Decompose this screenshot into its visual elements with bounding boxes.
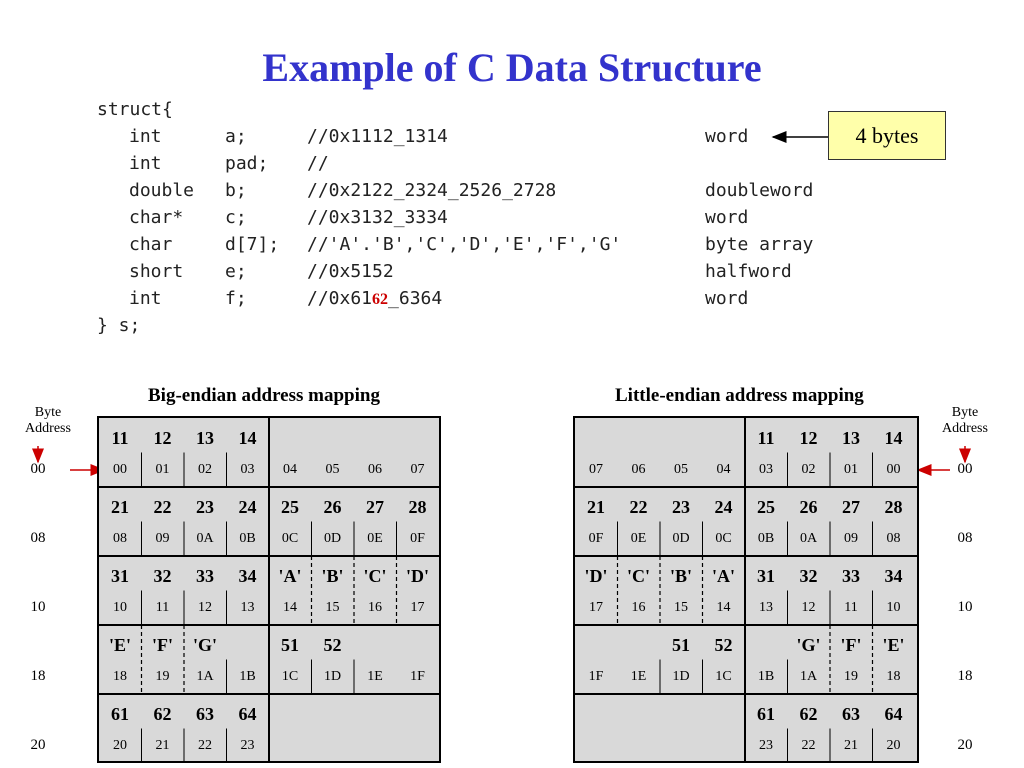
byte-address: 08 — [113, 531, 127, 546]
byte-address: 0F — [410, 531, 425, 546]
row-address-label: 08 — [30, 530, 46, 546]
byte-address: 03 — [240, 462, 255, 477]
byte-address: 19 — [155, 669, 170, 684]
byte-address: 16 — [631, 600, 646, 615]
byte-address: 06 — [631, 462, 646, 477]
field-name: f; — [225, 288, 247, 309]
byte-address: 09 — [155, 531, 170, 546]
byte-address-text: Address — [25, 421, 71, 436]
byte-value: 'E' — [108, 635, 131, 655]
byte-address: 1C — [281, 669, 299, 684]
byte-address: 0D — [672, 531, 690, 546]
field-name: e; — [225, 261, 247, 282]
byte-address: 06 — [368, 462, 382, 477]
byte-address: 12 — [801, 600, 816, 615]
byte-value: 32 — [799, 566, 818, 586]
byte-address: 16 — [368, 600, 382, 615]
byte-value: 28 — [884, 497, 903, 517]
byte-address: 0B — [239, 531, 256, 546]
slide-title: Example of C Data Structure — [262, 45, 762, 90]
byte-address: 13 — [240, 600, 255, 615]
byte-address: 03 — [759, 462, 773, 477]
byte-address: 07 — [410, 462, 425, 477]
byte-address: 21 — [155, 738, 170, 753]
byte-address-text: Address — [942, 421, 988, 436]
four-bytes-callout: 4 bytes — [828, 111, 946, 160]
byte-value: 21 — [111, 497, 129, 517]
byte-address: 0D — [323, 531, 342, 546]
highlighted-byte: 62 — [372, 291, 389, 308]
byte-address: 00 — [886, 462, 901, 477]
byte-address: 23 — [759, 738, 773, 753]
byte-address-text: Byte — [34, 405, 62, 420]
byte-address: 15 — [674, 600, 688, 615]
byte-address: 10 — [113, 600, 127, 615]
byte-value: 62 — [799, 704, 818, 724]
little-endian-title: Little-endian address mapping — [615, 385, 864, 406]
byte-value: 51 — [281, 635, 299, 655]
byte-value: 'G' — [192, 635, 217, 655]
byte-address: 1E — [367, 669, 383, 684]
row-address-label: 10 — [30, 599, 46, 615]
byte-value: 'A' — [278, 566, 302, 586]
byte-value: 31 — [757, 566, 775, 586]
field-kind: byte array — [705, 234, 814, 255]
byte-value: 13 — [196, 428, 214, 448]
row-address-label: 18 — [30, 668, 46, 684]
byte-address: 07 — [589, 462, 603, 477]
byte-address: 19 — [844, 669, 858, 684]
field-kind: word — [705, 207, 749, 228]
byte-address: 1E — [630, 669, 647, 684]
field-type: char* — [129, 207, 184, 228]
byte-value: 51 — [672, 635, 690, 655]
byte-address: 14 — [716, 600, 731, 615]
byte-value: 'B' — [669, 566, 692, 586]
field-comment: // — [307, 153, 329, 174]
byte-value: 25 — [757, 497, 775, 517]
byte-address: 0C — [281, 531, 299, 546]
byte-address: 14 — [283, 600, 297, 615]
byte-address: 1F — [588, 669, 604, 684]
field-comment: //0x2122_2324_2526_2728 — [307, 180, 557, 201]
byte-address-text: Byte — [951, 405, 979, 420]
byte-address: 04 — [283, 462, 297, 477]
byte-address: 0F — [588, 531, 604, 546]
byte-address: 1B — [239, 669, 256, 684]
byte-value: 25 — [281, 497, 299, 517]
byte-value: 63 — [196, 704, 214, 724]
field-name: a; — [225, 126, 247, 147]
byte-value: 14 — [884, 428, 903, 448]
byte-value: 'C' — [626, 566, 650, 586]
byte-value: 23 — [672, 497, 690, 517]
byte-value: 12 — [153, 428, 172, 448]
byte-address: 1D — [323, 669, 342, 684]
byte-value: 26 — [323, 497, 342, 517]
byte-value: 31 — [111, 566, 129, 586]
field-name: pad; — [225, 153, 269, 174]
byte-address: 17 — [410, 600, 425, 615]
field-type: char — [129, 234, 173, 255]
byte-value: 23 — [196, 497, 214, 517]
byte-value: 22 — [629, 497, 648, 517]
byte-address: 01 — [844, 462, 858, 477]
byte-value: 64 — [884, 704, 903, 724]
byte-address: 1A — [799, 669, 818, 684]
byte-value: 11 — [757, 428, 775, 448]
field-kind: word — [705, 288, 749, 309]
field-type: int — [129, 153, 162, 174]
byte-address: 17 — [589, 600, 603, 615]
byte-value: 27 — [842, 497, 860, 517]
field-comment: //0x1112_1314 — [307, 126, 448, 147]
byte-address: 13 — [759, 600, 773, 615]
row-address-label: 20 — [957, 737, 973, 753]
byte-address: 00 — [113, 462, 127, 477]
byte-value: 61 — [111, 704, 129, 724]
byte-value: 62 — [153, 704, 172, 724]
struct-open: struct{ — [97, 99, 173, 120]
right-byte-address-label — [935, 405, 995, 437]
field-type: short — [129, 261, 184, 282]
little-endian-grid — [573, 416, 919, 763]
byte-address: 22 — [198, 738, 212, 753]
byte-value: 'G' — [796, 635, 821, 655]
byte-value: 14 — [238, 428, 257, 448]
byte-address: 11 — [155, 600, 170, 615]
comment-tail: _6364 — [388, 288, 443, 309]
big-endian-grid — [97, 416, 441, 763]
byte-value: 21 — [587, 497, 605, 517]
byte-value: 33 — [842, 566, 860, 586]
byte-value: 32 — [153, 566, 172, 586]
row-address-label: 20 — [30, 737, 46, 753]
byte-address: 18 — [113, 669, 127, 684]
byte-address: 1C — [715, 669, 732, 684]
byte-address: 08 — [886, 531, 901, 546]
byte-address: 09 — [844, 531, 858, 546]
byte-value: 'D' — [584, 566, 608, 586]
struct-close: } s; — [97, 315, 141, 336]
byte-address: 0B — [757, 531, 775, 546]
byte-address: 23 — [240, 738, 255, 753]
byte-value: 24 — [714, 497, 733, 517]
byte-value: 63 — [842, 704, 860, 724]
byte-value: 52 — [714, 635, 733, 655]
byte-value: 13 — [842, 428, 860, 448]
byte-address: 02 — [198, 462, 212, 477]
byte-value: 61 — [757, 704, 775, 724]
byte-address: 15 — [325, 600, 340, 615]
byte-address: 1F — [410, 669, 425, 684]
big-endian-title: Big-endian address mapping — [148, 385, 380, 406]
byte-value: 24 — [238, 497, 257, 517]
field-type: int — [129, 126, 162, 147]
byte-address: 05 — [325, 462, 340, 477]
row-address-label: 18 — [957, 668, 973, 684]
row-address-label: 00 — [957, 461, 973, 477]
byte-value: 'F' — [840, 635, 862, 655]
byte-value: 12 — [799, 428, 818, 448]
byte-value: 27 — [366, 497, 384, 517]
byte-address: 01 — [155, 462, 170, 477]
byte-address: 0A — [196, 531, 214, 546]
field-kind: halfword — [705, 261, 792, 282]
row-address-label: 10 — [957, 599, 973, 615]
byte-address: 0C — [715, 531, 732, 546]
field-name: b; — [225, 180, 247, 201]
byte-value: 64 — [238, 704, 257, 724]
byte-address: 21 — [844, 738, 858, 753]
byte-value: 34 — [884, 566, 903, 586]
byte-address: 20 — [113, 738, 127, 753]
byte-address: 18 — [886, 669, 901, 684]
byte-value: 33 — [196, 566, 214, 586]
byte-address: 0A — [799, 531, 818, 546]
byte-address: 10 — [886, 600, 901, 615]
byte-value: 22 — [153, 497, 172, 517]
byte-address: 1A — [196, 669, 214, 684]
byte-address: 12 — [198, 600, 212, 615]
field-comment: //'A'.'B','C','D','E','F','G' — [307, 234, 622, 255]
byte-value: 11 — [111, 428, 129, 448]
byte-address: 05 — [674, 462, 688, 477]
byte-value: 26 — [799, 497, 818, 517]
field-kind: word — [705, 126, 749, 147]
field-name: d[7]; — [225, 234, 280, 255]
byte-address: 20 — [886, 738, 901, 753]
byte-value: 'D' — [405, 566, 429, 586]
field-comment: //0x6162_6364 — [307, 288, 443, 309]
field-name: c; — [225, 207, 247, 228]
field-comment: //0x5152 — [307, 261, 394, 282]
row-address-label: 00 — [30, 461, 46, 477]
byte-address: 0E — [367, 531, 383, 546]
left-byte-address-label — [18, 405, 78, 437]
byte-value: 'A' — [711, 566, 735, 586]
field-comment: //0x3132_3334 — [307, 207, 448, 228]
byte-value: 'C' — [363, 566, 387, 586]
field-type: double — [129, 180, 195, 201]
byte-address: 11 — [844, 600, 858, 615]
field-type: int — [129, 288, 162, 309]
field-kind: doubleword — [705, 180, 814, 201]
byte-address: 02 — [801, 462, 816, 477]
byte-value: 'B' — [321, 566, 344, 586]
byte-address: 1B — [757, 669, 775, 684]
byte-address: 22 — [801, 738, 816, 753]
byte-value: 'E' — [882, 635, 905, 655]
byte-value: 28 — [408, 497, 427, 517]
byte-address: 04 — [716, 462, 731, 477]
byte-value: 52 — [323, 635, 342, 655]
row-address-label: 08 — [957, 530, 973, 546]
byte-address: 0E — [630, 531, 647, 546]
byte-value: 'F' — [152, 635, 173, 655]
byte-value: 34 — [238, 566, 257, 586]
byte-address: 1D — [672, 669, 690, 684]
